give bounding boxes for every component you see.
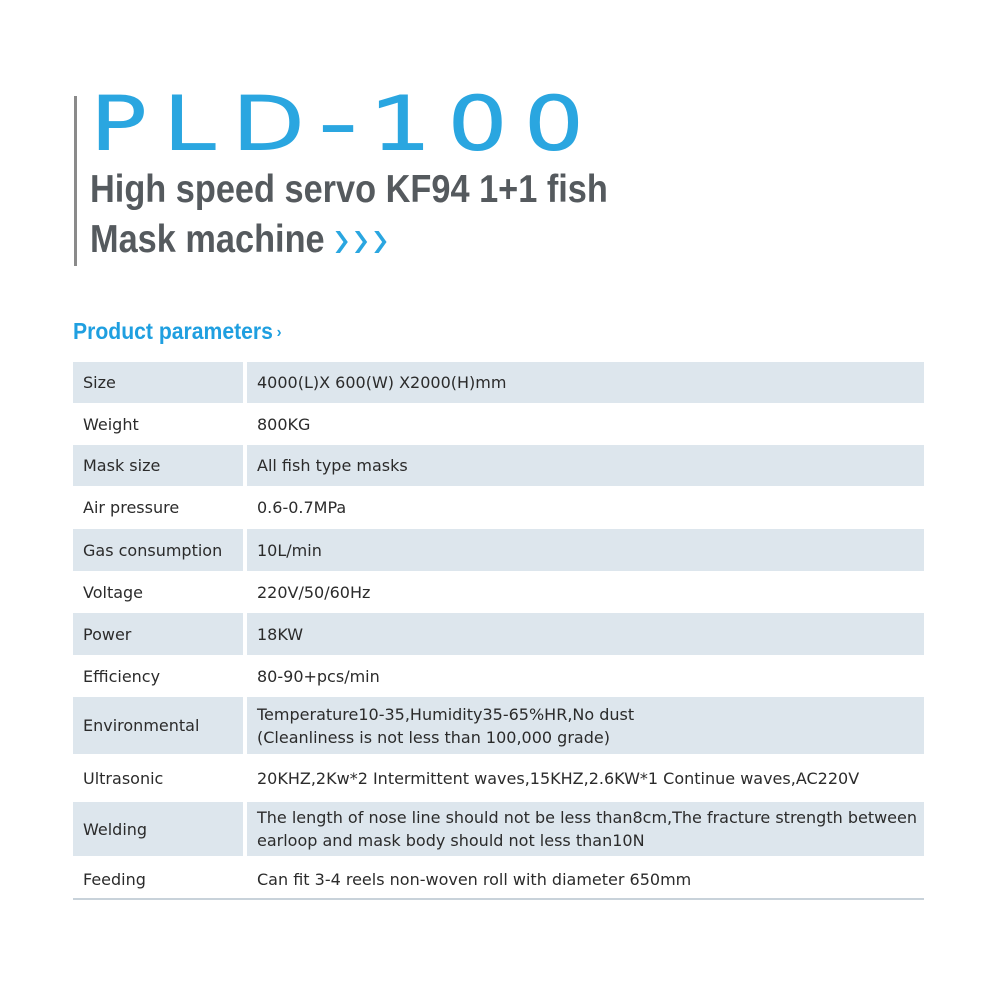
- param-value-line-1: Temperature10-35,Humidity35-65%HR,No dust: [257, 704, 635, 724]
- param-value: All fish type masks: [247, 445, 924, 486]
- param-key: Air pressure: [73, 486, 247, 529]
- param-key: Size: [73, 362, 247, 403]
- table-bottom-rule: [73, 898, 924, 900]
- section-arrow-icon: ›: [276, 323, 282, 341]
- param-key: Environmental: [73, 697, 247, 754]
- param-value: 20KHZ,2Kw*2 Intermittent waves,15KHZ,2.6KW*1 Continue waves,AC220V: [257, 768, 860, 788]
- param-key: Weight: [73, 403, 247, 445]
- param-key: Ultrasonic: [73, 754, 247, 802]
- header-accent-bar: [74, 96, 77, 266]
- param-value: 10L/min: [247, 529, 924, 571]
- table-row: [73, 754, 924, 802]
- table-row: [73, 655, 924, 697]
- param-value: 80-90+pcs/min: [257, 666, 380, 686]
- param-value-line-1: The length of nose line should not be less than8cm,The fracture strength between: [257, 808, 918, 827]
- param-key: Mask size: [73, 445, 247, 486]
- subtitle-line-2: [90, 218, 392, 262]
- param-key: Gas consumption: [73, 529, 247, 571]
- param-value: 220V/50/60Hz: [257, 582, 371, 602]
- param-value: 800KG: [257, 414, 311, 434]
- section-title: [73, 318, 282, 345]
- subtitle-line-1: High speed servo KF94 1+1 fish: [90, 168, 608, 211]
- param-key: Voltage: [73, 571, 247, 613]
- param-value-line-2: earloop and mask body should not less than10N: [257, 831, 645, 850]
- table-row: [73, 486, 924, 529]
- param-value-line-2: (Cleanliness is not less than 100,000 grade): [257, 727, 610, 747]
- param-value: 4000(L)X 600(W) X2000(H)mm: [247, 362, 924, 403]
- table-row: [73, 362, 924, 403]
- param-value: 0.6-0.7MPa: [257, 498, 347, 517]
- table-row: [73, 529, 924, 571]
- triple-chevron-right-icon: [333, 229, 391, 255]
- table-row: [73, 856, 924, 902]
- param-value: Can fit 3-4 reels non-woven roll with diameter 650mm: [257, 869, 692, 889]
- table-row: [73, 403, 924, 445]
- table-row: [73, 613, 924, 655]
- table-row: [73, 802, 924, 856]
- subtitle-line-2-text: Mask machine: [90, 218, 325, 261]
- param-key: Efficiency: [73, 655, 247, 697]
- table-row: [73, 571, 924, 613]
- param-key: Feeding: [73, 856, 247, 902]
- param-key: Welding: [73, 802, 247, 856]
- parameters-table: [73, 362, 924, 902]
- param-value: 18KW: [247, 613, 924, 655]
- section-title-text: Product parameters: [73, 318, 273, 344]
- table-row: [73, 445, 924, 486]
- model-title: PLD-100: [90, 83, 601, 165]
- param-key: Power: [73, 613, 247, 655]
- param-value: [247, 802, 924, 856]
- param-value: [247, 697, 924, 754]
- table-row: [73, 697, 924, 754]
